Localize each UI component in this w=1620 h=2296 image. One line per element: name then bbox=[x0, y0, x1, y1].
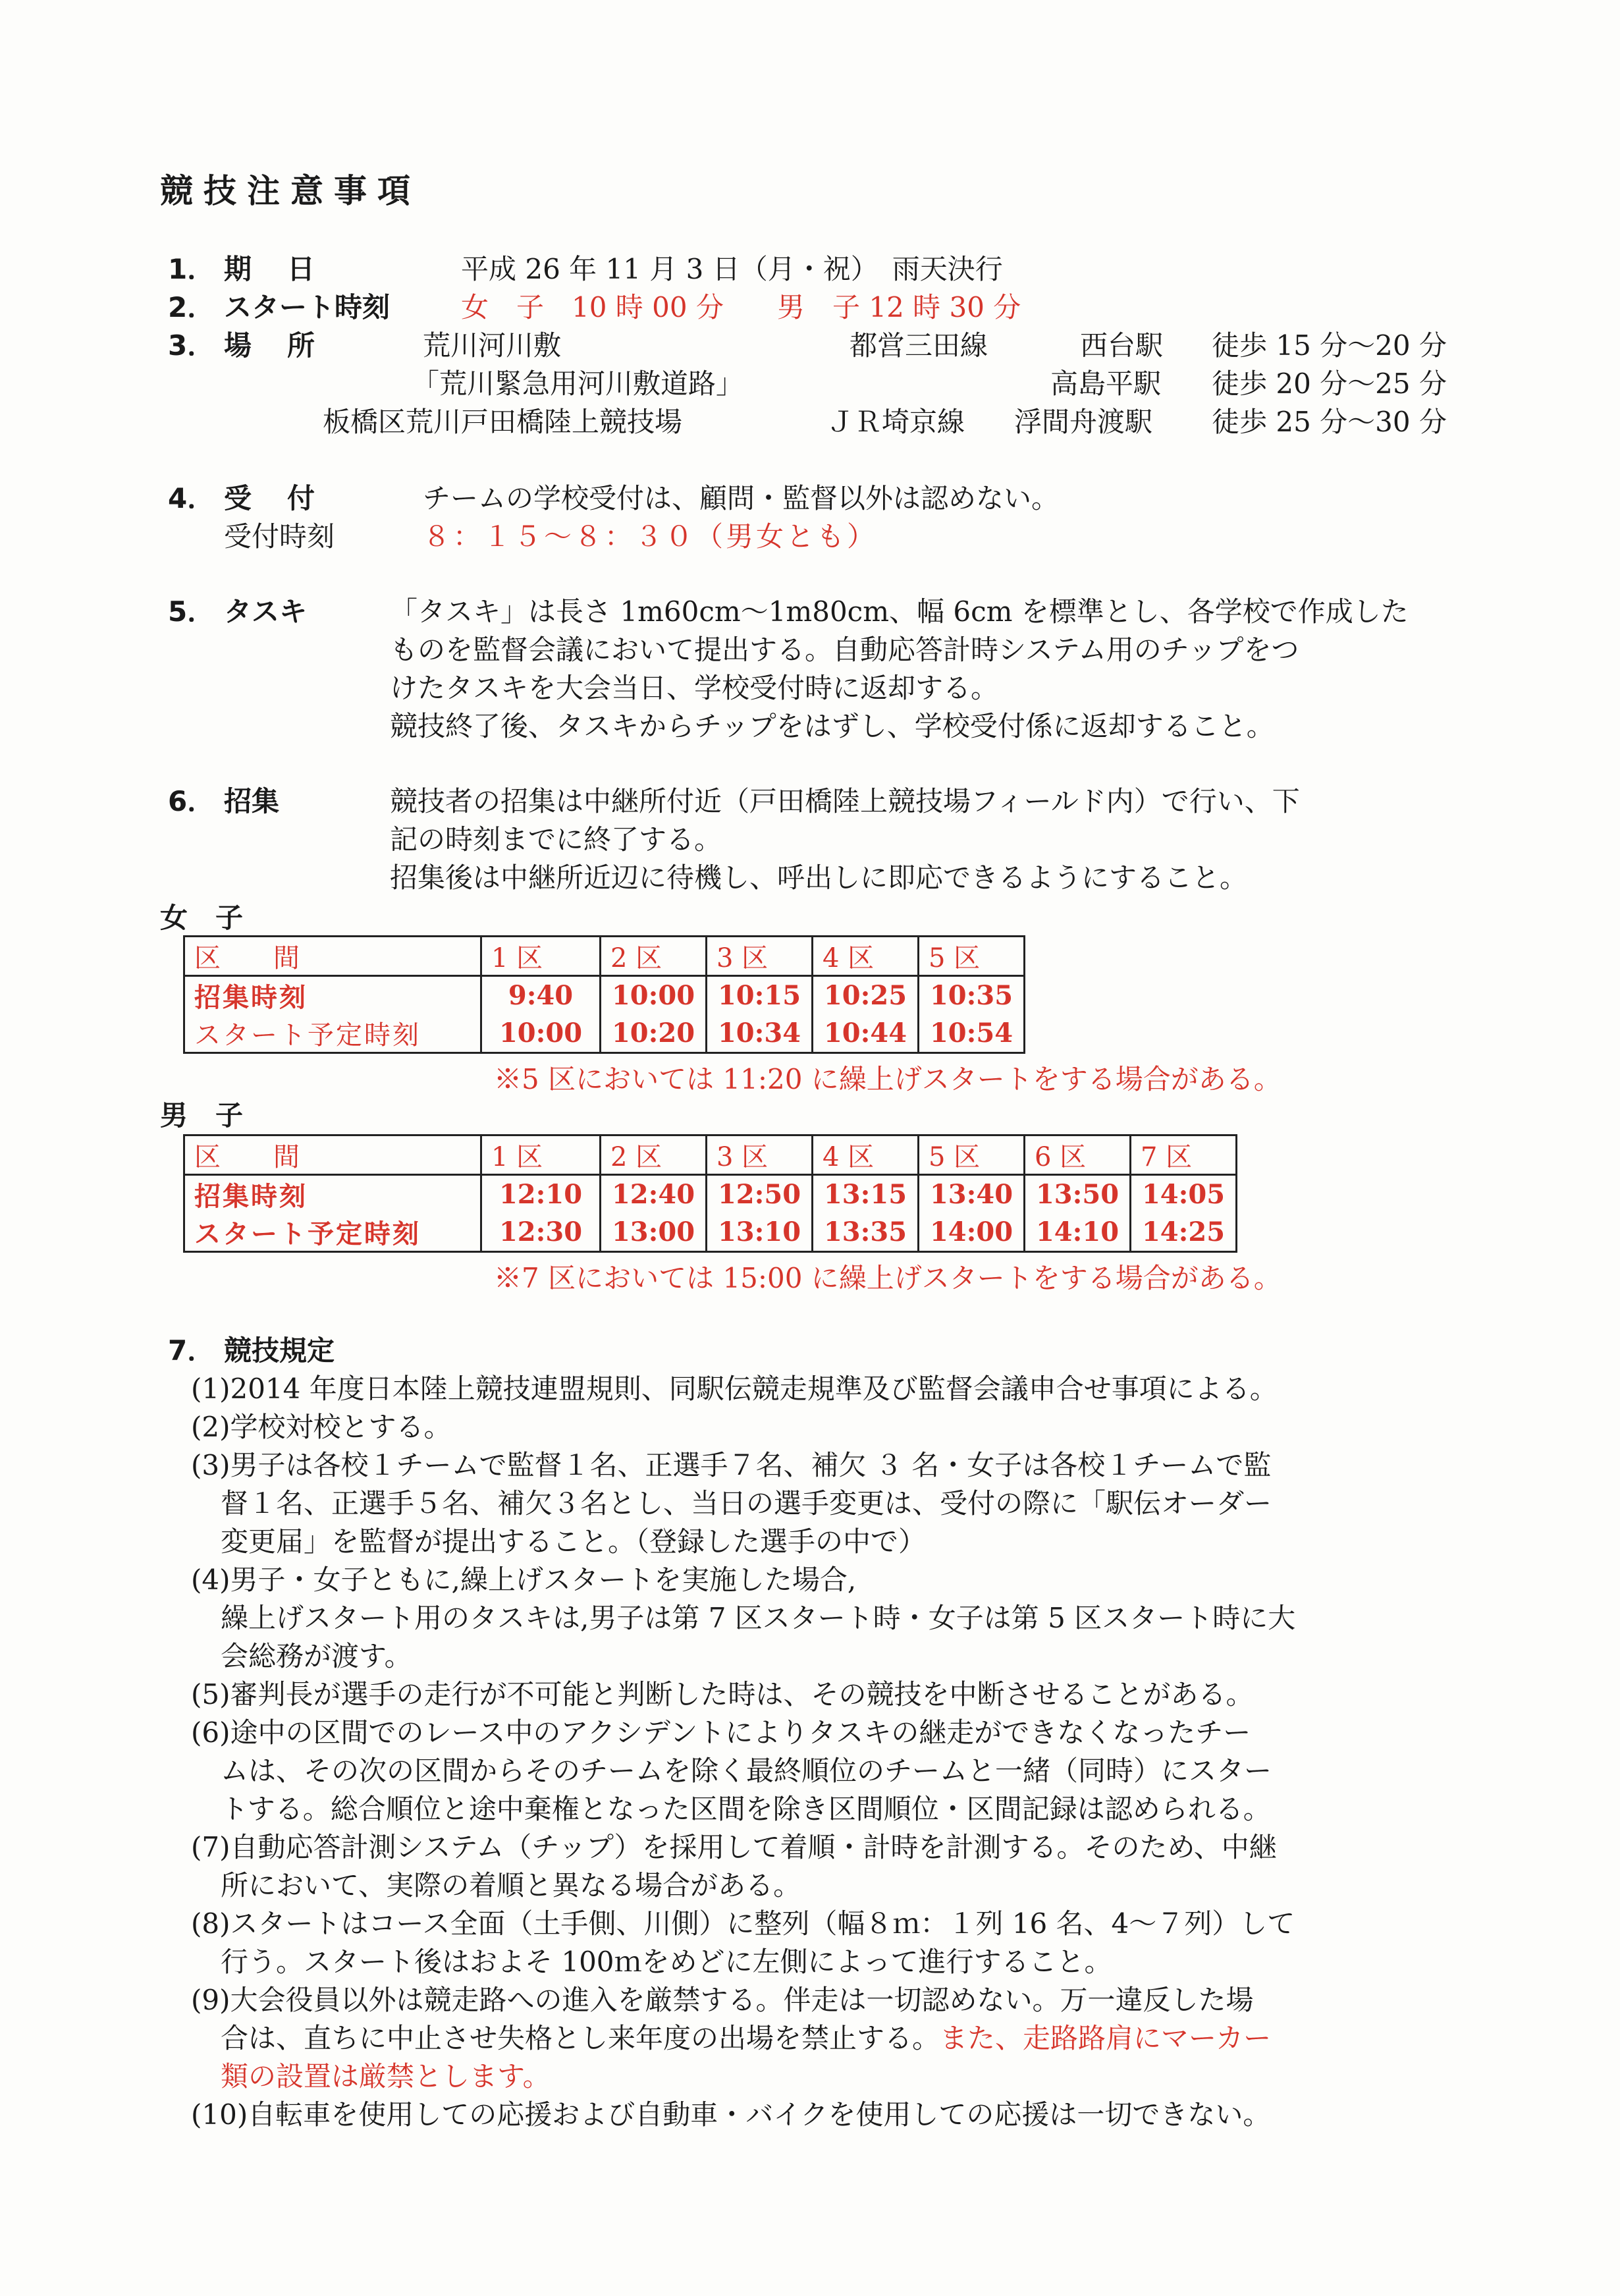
s1-num: 1． bbox=[168, 253, 215, 285]
rule-6c: トする。総合順位と途中棄権となった区間を除き区間順位・区間記録は認められる。 bbox=[221, 1793, 1271, 1825]
table-row bbox=[184, 1014, 1025, 1053]
call-time: 10:00 bbox=[601, 976, 707, 1015]
column-header: 7 区 bbox=[1131, 1135, 1237, 1175]
women-label: 女 子 bbox=[160, 902, 244, 934]
s7-head: 競技規定 bbox=[224, 1334, 335, 1367]
rule-6b: ムは、その次の区間からそのチームを除く最終順位のチームと一緒（同時）にスター bbox=[221, 1755, 1272, 1787]
start-time: 10:34 bbox=[707, 1014, 813, 1053]
column-header: 2 区 bbox=[601, 1135, 707, 1175]
s2-head: スタート時刻 bbox=[224, 291, 391, 323]
s1-date: 平成 26 年 11 月 3 日（月・祝） 雨天決行 bbox=[461, 253, 1003, 285]
s3-walk1: 徒歩 15 分～20 分 bbox=[1212, 329, 1447, 362]
men-label: 男 子 bbox=[160, 1099, 244, 1132]
start-time: 10:20 bbox=[601, 1014, 707, 1053]
rule-9b-warning: また、走路路肩にマーカー bbox=[940, 2022, 1272, 2054]
row-label-start: スタート予定時刻 bbox=[184, 1213, 481, 1252]
call-time: 9:40 bbox=[481, 976, 601, 1015]
column-header: 5 区 bbox=[919, 937, 1025, 976]
rule-9a: (9)大会役員以外は競走路への進入を厳禁する。伴走は一切認めない。万一違反した場 bbox=[191, 1984, 1254, 2016]
s2-men-time: 男 子 12 時 30 分 bbox=[777, 291, 1021, 323]
start-time: 13:10 bbox=[707, 1213, 813, 1252]
call-time: 14:05 bbox=[1131, 1175, 1237, 1214]
s6-line2: 記の時刻までに終了する。 bbox=[390, 823, 722, 856]
s5-line3: けたタスキを大会当日、学校受付時に返却する。 bbox=[390, 672, 999, 704]
s3-station2: 高島平駅 bbox=[1050, 368, 1162, 400]
start-time: 13:35 bbox=[813, 1213, 919, 1252]
start-time: 14:00 bbox=[919, 1213, 1025, 1252]
call-time: 12:10 bbox=[481, 1175, 601, 1214]
s4-text: チームの学校受付は、顧問・監督以外は認めない。 bbox=[423, 482, 1060, 514]
row-label-start: スタート予定時刻 bbox=[184, 1014, 481, 1053]
rule-7b: 所において、実際の着順と異なる場合がある。 bbox=[221, 1869, 801, 1901]
s3-walk2: 徒歩 20 分～25 分 bbox=[1212, 368, 1447, 400]
rule-9c-warning: 類の設置は厳禁とします。 bbox=[221, 2060, 551, 2092]
s5-num: 5． bbox=[168, 595, 215, 628]
column-header: 4 区 bbox=[813, 1135, 919, 1175]
rule-5: (5)審判長が選手の走行が不可能と判断した時は、その競技を中断させることがある。 bbox=[191, 1678, 1254, 1710]
s3-line3: ＪＲ埼京線 bbox=[826, 406, 965, 438]
s3-place2: 「荒川緊急用河川敷道路」 bbox=[412, 368, 744, 400]
men-schedule-table bbox=[183, 1134, 1237, 1253]
women-note: ※5 区においては 11:20 に繰上げスタートをする場合がある。 bbox=[494, 1063, 1282, 1095]
start-time: 14:10 bbox=[1025, 1213, 1131, 1252]
call-time: 12:40 bbox=[601, 1175, 707, 1214]
s6-line3: 招集後は中継所近辺に待機し、呼出しに即応できるようにすること。 bbox=[390, 861, 1248, 894]
row-label-call: 招集時刻 bbox=[184, 1175, 481, 1214]
s5-line4: 競技終了後、タスキからチップをはずし、学校受付係に返却すること。 bbox=[390, 710, 1274, 742]
s3-head: 場 所 bbox=[224, 329, 319, 362]
s3-station3: 浮間舟渡駅 bbox=[1014, 406, 1153, 438]
column-header: 1 区 bbox=[481, 1135, 601, 1175]
call-time: 13:15 bbox=[813, 1175, 919, 1214]
row-label-call: 招集時刻 bbox=[184, 976, 481, 1015]
s5-head: タスキ bbox=[224, 595, 308, 628]
rule-4a: (4)男子・女子ともに,繰上げスタートを実施した場合, bbox=[191, 1564, 857, 1596]
call-time: 12:50 bbox=[707, 1175, 813, 1214]
call-time: 10:35 bbox=[919, 976, 1025, 1015]
s3-place1: 荒川河川敷 bbox=[423, 329, 562, 362]
rule-9b-text: 合は、直ちに中止させ失格とし来年度の出場を禁止する。 bbox=[221, 2022, 940, 2054]
rule-1: (1)2014 年度日本陸上競技連盟規則、同駅伝競走規準及び監督会議申合せ事項による。 bbox=[191, 1373, 1278, 1405]
s6-line1: 競技者の招集は中継所付近（戸田橋陸上競技場フィールド内）で行い、下 bbox=[390, 785, 1300, 817]
table-row bbox=[184, 1213, 1237, 1252]
start-time: 13:00 bbox=[601, 1213, 707, 1252]
start-time: 10:44 bbox=[813, 1014, 919, 1053]
section-header: 区 間 bbox=[184, 1135, 481, 1175]
s1-head: 期 日 bbox=[224, 253, 319, 285]
column-header: 3 区 bbox=[707, 1135, 813, 1175]
call-time: 10:15 bbox=[707, 976, 813, 1015]
s7-num: 7． bbox=[168, 1334, 215, 1367]
call-time: 13:40 bbox=[919, 1175, 1025, 1214]
women-schedule-table bbox=[183, 935, 1025, 1054]
table-row bbox=[184, 1175, 1237, 1214]
column-header: 2 区 bbox=[601, 937, 707, 976]
column-header: 4 区 bbox=[813, 937, 919, 976]
column-header: 3 区 bbox=[707, 937, 813, 976]
column-header: 6 区 bbox=[1025, 1135, 1131, 1175]
rule-9b bbox=[221, 2019, 1271, 2058]
table-header-row bbox=[184, 937, 1025, 976]
rule-8b: 行う。スタート後はおよそ 100ｍをめどに左側によって進行すること。 bbox=[221, 1946, 1112, 1978]
s3-walk3: 徒歩 25 分～30 分 bbox=[1212, 406, 1447, 438]
section-header: 区 間 bbox=[184, 937, 481, 976]
rule-3a: (3)男子は各校１チームで監督１名、正選手７名、補欠 ３ 名・女子は各校１チームで監 bbox=[191, 1449, 1272, 1481]
column-header: 1 区 bbox=[481, 937, 601, 976]
rule-3b: 督１名、正選手５名、補欠３名とし、当日の選手変更は、受付の際に「駅伝オーダー bbox=[221, 1487, 1272, 1519]
call-time: 10:25 bbox=[813, 976, 919, 1015]
s3-line1: 都営三田線 bbox=[850, 329, 988, 362]
s3-num: 3． bbox=[168, 329, 215, 362]
start-time: 10:00 bbox=[481, 1014, 601, 1053]
rule-10: (10)自転車を使用しての応援および自動車・バイクを使用しての応援は一切できない。 bbox=[191, 2098, 1271, 2131]
rule-8a: (8)スタートはコース全面（土手側、川側）に整列（幅８ｍ：１列 16 名、4～７列）して bbox=[191, 1907, 1295, 1940]
page-title: 競技注意事項 bbox=[160, 172, 421, 210]
s4-head: 受 付 bbox=[224, 482, 319, 514]
rule-3c: 変更届」を監督が提出すること。（登録した選手の中で） bbox=[221, 1525, 927, 1558]
rule-4b: 繰上げスタート用のタスキは,男子は第 7 区スタート時・女子は第 5 区スタート時に大 bbox=[221, 1602, 1296, 1634]
start-time: 14:25 bbox=[1131, 1213, 1237, 1252]
rule-6a: (6)途中の区間でのレース中のアクシデントによりタスキの継走ができなくなったチー bbox=[191, 1716, 1251, 1749]
table-row bbox=[184, 976, 1025, 1015]
table-header-row bbox=[184, 1135, 1237, 1175]
s4-num: 4． bbox=[168, 482, 215, 514]
column-header: 5 区 bbox=[919, 1135, 1025, 1175]
s2-women-time: 女 子 10 時 00 分 bbox=[461, 291, 724, 323]
rule-4c: 会総務が渡す。 bbox=[221, 1640, 412, 1672]
s5-line1: 「タスキ」は長さ 1m60cm～1m80cm、幅 6cm を標準とし、各学校で作成した bbox=[390, 595, 1409, 628]
s3-place3: 板橋区荒川戸田橋陸上競技場 bbox=[323, 406, 683, 438]
s2-num: 2． bbox=[168, 291, 215, 323]
rule-7a: (7)自動応答計測システム（チップ）を採用して着順・計時を計測する。そのため、中継 bbox=[191, 1831, 1277, 1863]
start-time: 12:30 bbox=[481, 1213, 601, 1252]
s4-sub: 受付時刻 bbox=[224, 520, 335, 553]
rule-2: (2)学校対校とする。 bbox=[191, 1411, 452, 1443]
s6-num: 6． bbox=[168, 785, 215, 817]
s6-head: 招集 bbox=[224, 785, 280, 817]
start-time: 10:54 bbox=[919, 1014, 1025, 1053]
s4-time: ８：１５～８：３０（男女とも） bbox=[423, 520, 878, 553]
men-note: ※7 区においては 15:00 に繰上げスタートをする場合がある。 bbox=[494, 1262, 1282, 1294]
call-time: 13:50 bbox=[1025, 1175, 1131, 1214]
s5-line2: ものを監督会議において提出する。自動応答計時システム用のチップをつ bbox=[390, 634, 1299, 666]
s3-station1: 西台駅 bbox=[1080, 329, 1164, 362]
